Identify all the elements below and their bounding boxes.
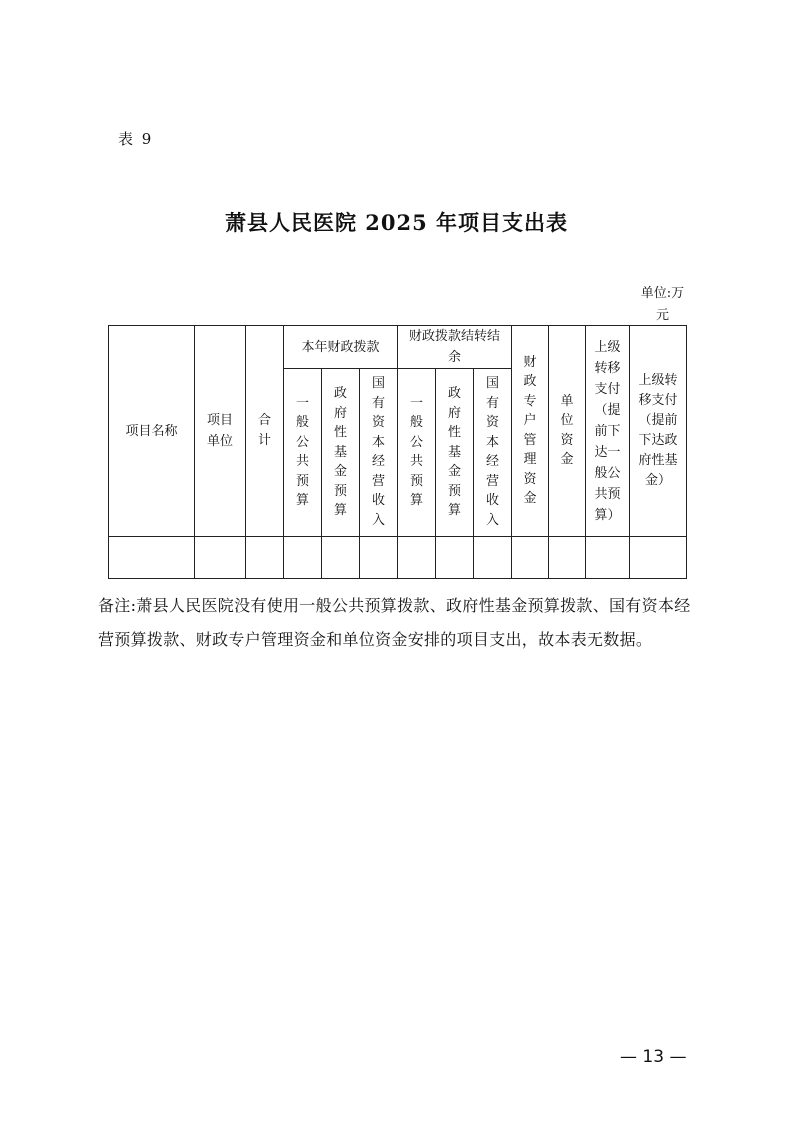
- header-state-capital-income-carryover: 国有资本经营收入: [474, 369, 512, 537]
- header-carryover-group: 财政拨款结转结余: [398, 326, 512, 369]
- project-expenditure-table: [108, 325, 687, 579]
- header-special-account-funds: 财政专户管理资金: [512, 326, 549, 537]
- header-project-name: 项目名称: [109, 326, 195, 537]
- table-cell: [284, 537, 322, 579]
- header-unit-funds: 单位资金: [549, 326, 586, 537]
- table-label: 表 9: [118, 130, 154, 148]
- header-project-unit: 项目单位: [195, 326, 246, 537]
- table-cell: [246, 537, 284, 579]
- header-higher-transfer-general: 上级转移支付（提前下达一般公共预算）: [586, 326, 630, 537]
- table-cell: [474, 537, 512, 579]
- table-cell: [322, 537, 360, 579]
- header-general-public-budget-current: 一般公共预算: [284, 369, 322, 537]
- header-higher-transfer-fund: 上级转移支付（提前下达政府性基金）: [630, 326, 687, 537]
- table-cell: [630, 537, 687, 579]
- header-total: 合计: [246, 326, 284, 537]
- table-row: [109, 537, 687, 579]
- remark-note: 备注:萧县人民医院没有使用一般公共预算拨款、政府性基金预算拨款、国有资本经营预算拨款、财政专户管理资金和单位资金安排的项目支出，故本表无数据。: [98, 596, 691, 649]
- table-cell: [360, 537, 398, 579]
- table-cell: [586, 537, 630, 579]
- page-number: — 13 —: [620, 1047, 687, 1067]
- table-cell: [436, 537, 474, 579]
- table-cell: [549, 537, 586, 579]
- header-general-public-budget-carryover: 一般公共预算: [398, 369, 436, 537]
- page-title: 萧县人民医院 2025 年项目支出表: [224, 210, 569, 235]
- unit-label: 单位:万元: [640, 286, 685, 323]
- header-government-fund-budget-carryover: 政府性基金预算: [436, 369, 474, 537]
- header-current-year-group: 本年财政拨款: [284, 326, 398, 369]
- header-government-fund-budget-current: 政府性基金预算: [322, 369, 360, 537]
- header-state-capital-income-current: 国有资本经营收入: [360, 369, 398, 537]
- table-cell: [398, 537, 436, 579]
- table-cell: [512, 537, 549, 579]
- table-cell: [195, 537, 246, 579]
- table-cell: [109, 537, 195, 579]
